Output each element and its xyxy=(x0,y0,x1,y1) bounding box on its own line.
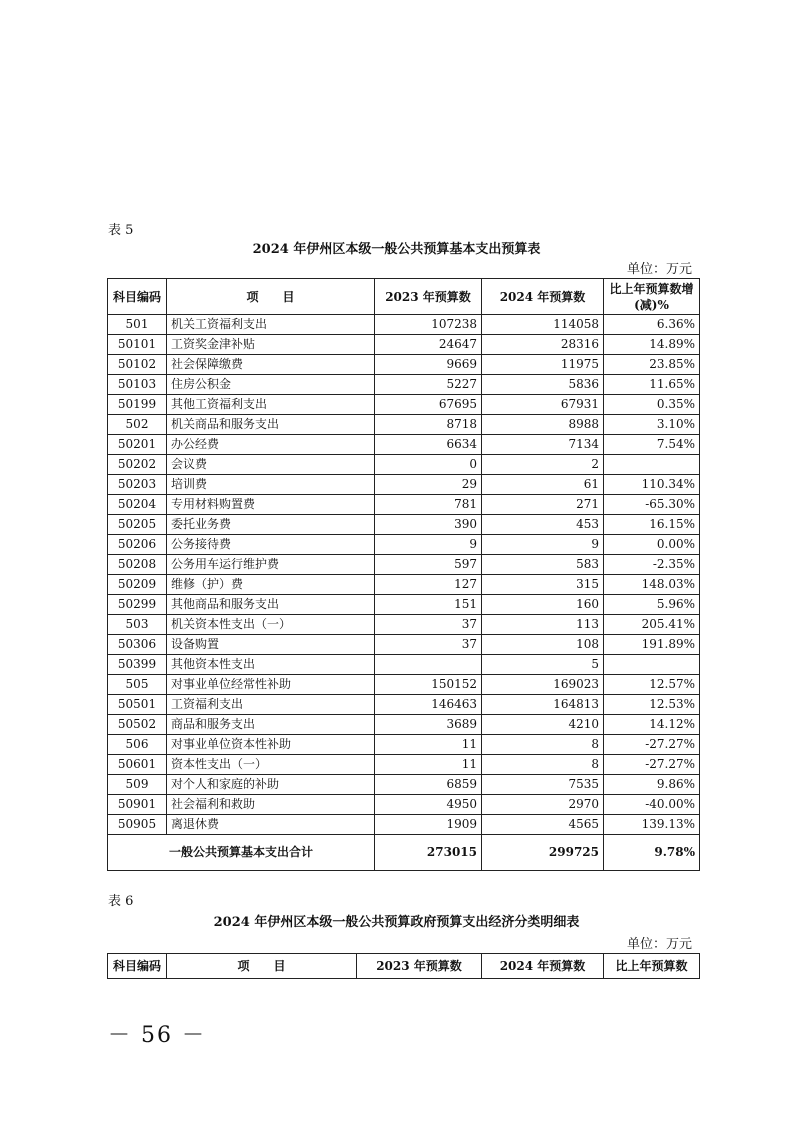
cell-name: 机关工资福利支出 xyxy=(167,315,375,335)
cell-change: 191.89% xyxy=(604,635,700,655)
cell-change: 139.13% xyxy=(604,815,700,835)
cell-code: 50901 xyxy=(108,795,167,815)
cell-2024: 2970 xyxy=(482,795,604,815)
table-row xyxy=(108,555,700,575)
table6 xyxy=(107,953,700,979)
table-row xyxy=(108,695,700,715)
cell-name: 对个人和家庭的补助 xyxy=(167,775,375,795)
total-label: 一般公共预算基本支出合计 xyxy=(108,835,375,871)
cell-2024: 8 xyxy=(482,735,604,755)
cell-2024: 8988 xyxy=(482,415,604,435)
cell-change xyxy=(604,455,700,475)
cell-2023: 390 xyxy=(375,515,482,535)
table6-title: 2024 年伊州区本级一般公共预算政府预算支出经济分类明细表 xyxy=(213,915,580,930)
cell-code: 50204 xyxy=(108,495,167,515)
cell-name: 维修（护）费 xyxy=(167,575,375,595)
table5-title: 2024 年伊州区本级一般公共预算基本支出预算表 xyxy=(252,242,541,257)
cell-code: 506 xyxy=(108,735,167,755)
cell-2024: 8 xyxy=(482,755,604,775)
table6-label: 表 6 xyxy=(108,894,134,909)
t6-header-item: 项 目 xyxy=(167,954,357,979)
t6-header-code: 科目编码 xyxy=(108,954,167,979)
table-row xyxy=(108,775,700,795)
cell-2024: 160 xyxy=(482,595,604,615)
table-row xyxy=(108,455,700,475)
cell-code: 50102 xyxy=(108,355,167,375)
cell-2023: 5227 xyxy=(375,375,482,395)
total-2024: 299725 xyxy=(482,835,604,871)
cell-2023: 67695 xyxy=(375,395,482,415)
cell-change: 14.12% xyxy=(604,715,700,735)
cell-code: 502 xyxy=(108,415,167,435)
cell-2023: 11 xyxy=(375,755,482,775)
cell-2023 xyxy=(375,655,482,675)
cell-2023: 6859 xyxy=(375,775,482,795)
cell-code: 503 xyxy=(108,615,167,635)
header-change: 比上年预算数增(减)% xyxy=(604,279,700,315)
cell-code: 50201 xyxy=(108,435,167,455)
table-row xyxy=(108,735,700,755)
cell-name: 设备购置 xyxy=(167,635,375,655)
cell-2023: 146463 xyxy=(375,695,482,715)
header-item: 项 目 xyxy=(167,279,375,315)
cell-name: 住房公积金 xyxy=(167,375,375,395)
table-row xyxy=(108,795,700,815)
table5 xyxy=(107,278,700,871)
table5-header-row xyxy=(108,279,700,315)
cell-name: 商品和服务支出 xyxy=(167,715,375,735)
cell-2024: 114058 xyxy=(482,315,604,335)
cell-2024: 61 xyxy=(482,475,604,495)
cell-change: 3.10% xyxy=(604,415,700,435)
cell-name: 其他工资福利支出 xyxy=(167,395,375,415)
table6-unit: 单位：万元 xyxy=(627,937,693,952)
cell-code: 505 xyxy=(108,675,167,695)
t6-header-change: 比上年预算数 xyxy=(604,954,700,979)
cell-code: 50905 xyxy=(108,815,167,835)
cell-name: 会议费 xyxy=(167,455,375,475)
cell-2023: 127 xyxy=(375,575,482,595)
cell-change: 12.53% xyxy=(604,695,700,715)
table-row xyxy=(108,415,700,435)
cell-change: 110.34% xyxy=(604,475,700,495)
cell-2023: 3689 xyxy=(375,715,482,735)
cell-2023: 29 xyxy=(375,475,482,495)
cell-name: 其他商品和服务支出 xyxy=(167,595,375,615)
cell-2024: 7535 xyxy=(482,775,604,795)
table-row xyxy=(108,595,700,615)
cell-code: 50208 xyxy=(108,555,167,575)
cell-2023: 9 xyxy=(375,535,482,555)
cell-2024: 164813 xyxy=(482,695,604,715)
cell-change: -27.27% xyxy=(604,755,700,775)
cell-2024: 9 xyxy=(482,535,604,555)
table-row xyxy=(108,435,700,455)
cell-name: 其他资本性支出 xyxy=(167,655,375,675)
cell-2024: 315 xyxy=(482,575,604,595)
cell-2024: 5836 xyxy=(482,375,604,395)
header-2024: 2024 年预算数 xyxy=(482,279,604,315)
table-row xyxy=(108,535,700,555)
table-row xyxy=(108,375,700,395)
cell-code: 50101 xyxy=(108,335,167,355)
cell-2024: 108 xyxy=(482,635,604,655)
cell-2023: 150152 xyxy=(375,675,482,695)
table-row xyxy=(108,655,700,675)
cell-2024: 2 xyxy=(482,455,604,475)
table-row xyxy=(108,755,700,775)
cell-name: 机关资本性支出（一） xyxy=(167,615,375,635)
cell-2023: 8718 xyxy=(375,415,482,435)
cell-name: 工资福利支出 xyxy=(167,695,375,715)
table-row xyxy=(108,335,700,355)
cell-code: 50502 xyxy=(108,715,167,735)
cell-2024: 28316 xyxy=(482,335,604,355)
cell-change: 23.85% xyxy=(604,355,700,375)
table5-total-row xyxy=(108,835,700,871)
table-row xyxy=(108,675,700,695)
cell-name: 资本性支出（一） xyxy=(167,755,375,775)
cell-2023: 24647 xyxy=(375,335,482,355)
table-row xyxy=(108,395,700,415)
cell-code: 50299 xyxy=(108,595,167,615)
cell-change: 14.89% xyxy=(604,335,700,355)
total-2023: 273015 xyxy=(375,835,482,871)
cell-name: 培训费 xyxy=(167,475,375,495)
cell-code: 50501 xyxy=(108,695,167,715)
cell-change: 205.41% xyxy=(604,615,700,635)
cell-2024: 4565 xyxy=(482,815,604,835)
table-row xyxy=(108,495,700,515)
cell-2024: 583 xyxy=(482,555,604,575)
cell-code: 50306 xyxy=(108,635,167,655)
cell-2024: 169023 xyxy=(482,675,604,695)
cell-2023: 37 xyxy=(375,635,482,655)
cell-code: 50202 xyxy=(108,455,167,475)
cell-2024: 11975 xyxy=(482,355,604,375)
cell-change: -40.00% xyxy=(604,795,700,815)
cell-change: -65.30% xyxy=(604,495,700,515)
cell-2023: 11 xyxy=(375,735,482,755)
header-code: 科目编码 xyxy=(108,279,167,315)
cell-2023: 597 xyxy=(375,555,482,575)
table-row xyxy=(108,475,700,495)
cell-change: 148.03% xyxy=(604,575,700,595)
cell-name: 公务用车运行维护费 xyxy=(167,555,375,575)
cell-change: 12.57% xyxy=(604,675,700,695)
table5-label: 表 5 xyxy=(108,223,134,238)
cell-2023: 781 xyxy=(375,495,482,515)
cell-name: 对事业单位经常性补助 xyxy=(167,675,375,695)
cell-name: 办公经费 xyxy=(167,435,375,455)
table-row xyxy=(108,515,700,535)
table-row xyxy=(108,715,700,735)
cell-name: 工资奖金津补贴 xyxy=(167,335,375,355)
cell-2023: 6634 xyxy=(375,435,482,455)
cell-change: -27.27% xyxy=(604,735,700,755)
cell-2023: 107238 xyxy=(375,315,482,335)
cell-code: 50103 xyxy=(108,375,167,395)
cell-2024: 5 xyxy=(482,655,604,675)
table-row xyxy=(108,615,700,635)
cell-change: 16.15% xyxy=(604,515,700,535)
cell-code: 509 xyxy=(108,775,167,795)
cell-name: 委托业务费 xyxy=(167,515,375,535)
table6-header-row xyxy=(108,954,700,979)
cell-name: 对事业单位资本性补助 xyxy=(167,735,375,755)
cell-2023: 9669 xyxy=(375,355,482,375)
cell-2023: 0 xyxy=(375,455,482,475)
cell-change: 0.00% xyxy=(604,535,700,555)
page-number: － 56 － xyxy=(108,1023,206,1048)
cell-2024: 271 xyxy=(482,495,604,515)
cell-code: 50205 xyxy=(108,515,167,535)
cell-change: 0.35% xyxy=(604,395,700,415)
cell-2023: 1909 xyxy=(375,815,482,835)
header-2023: 2023 年预算数 xyxy=(375,279,482,315)
cell-2024: 67931 xyxy=(482,395,604,415)
cell-change: -2.35% xyxy=(604,555,700,575)
table5-unit: 单位：万元 xyxy=(627,262,693,277)
t6-header-2023: 2023 年预算数 xyxy=(357,954,482,979)
cell-2023: 4950 xyxy=(375,795,482,815)
cell-name: 离退休费 xyxy=(167,815,375,835)
cell-name: 机关商品和服务支出 xyxy=(167,415,375,435)
cell-change: 6.36% xyxy=(604,315,700,335)
cell-change: 11.65% xyxy=(604,375,700,395)
cell-name: 专用材料购置费 xyxy=(167,495,375,515)
cell-2023: 151 xyxy=(375,595,482,615)
t6-header-2024: 2024 年预算数 xyxy=(482,954,604,979)
table-row xyxy=(108,635,700,655)
table5-body xyxy=(108,315,700,835)
cell-code: 50203 xyxy=(108,475,167,495)
cell-2023: 37 xyxy=(375,615,482,635)
cell-change: 7.54% xyxy=(604,435,700,455)
cell-2024: 7134 xyxy=(482,435,604,455)
cell-name: 公务接待费 xyxy=(167,535,375,555)
table-row xyxy=(108,355,700,375)
cell-2024: 453 xyxy=(482,515,604,535)
cell-code: 50209 xyxy=(108,575,167,595)
cell-code: 50399 xyxy=(108,655,167,675)
cell-code: 50601 xyxy=(108,755,167,775)
cell-name: 社会保障缴费 xyxy=(167,355,375,375)
table-row xyxy=(108,315,700,335)
table-row xyxy=(108,575,700,595)
cell-change: 5.96% xyxy=(604,595,700,615)
cell-change: 9.86% xyxy=(604,775,700,795)
cell-2024: 4210 xyxy=(482,715,604,735)
cell-change xyxy=(604,655,700,675)
cell-code: 50199 xyxy=(108,395,167,415)
table-row xyxy=(108,815,700,835)
cell-code: 501 xyxy=(108,315,167,335)
cell-code: 50206 xyxy=(108,535,167,555)
total-change: 9.78% xyxy=(604,835,700,871)
cell-name: 社会福利和救助 xyxy=(167,795,375,815)
cell-2024: 113 xyxy=(482,615,604,635)
